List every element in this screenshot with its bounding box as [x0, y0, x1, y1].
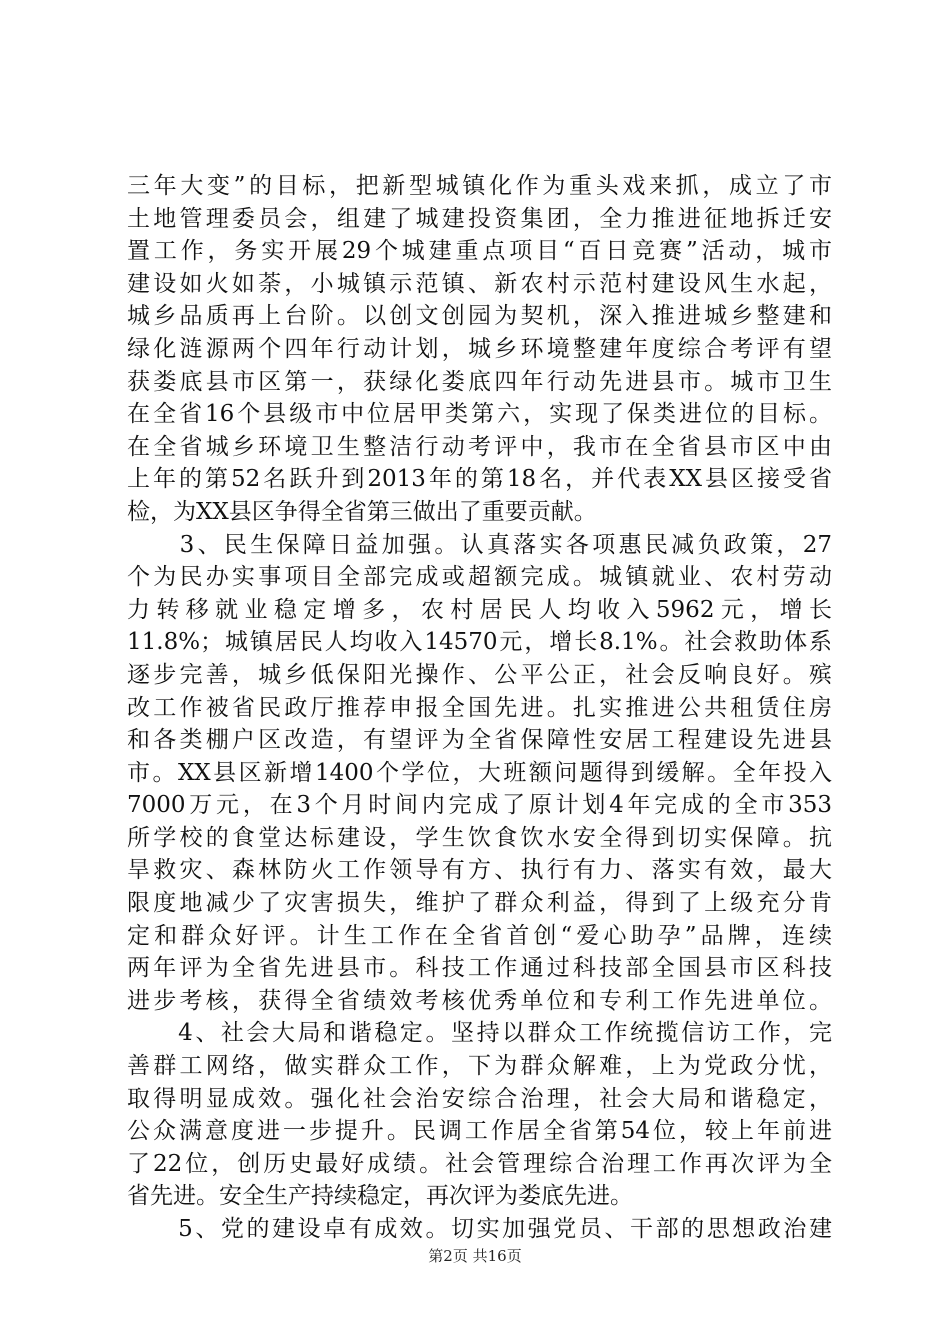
text-line: 进步考核，获得全省绩效考核优秀单位和专利工作先进单位。 [127, 987, 832, 1014]
text-line: 3、民生保障日益加强。认真落实各项惠民减负政策，27 [127, 531, 832, 558]
text-line: 获娄底县市区第一，获绿化娄底四年行动先进县市。城市卫生 [127, 368, 832, 395]
body-text [127, 170, 832, 1246]
text-line: 绿化涟源两个四年行动计划，城乡环境整建年度综合考评有望 [127, 335, 832, 362]
paragraph-end-line: 省先进。安全生产持续稳定，再次评为娄底先进。 [127, 1183, 633, 1210]
text-line: 定和群众好评。计生工作在全省首创“爱心助孕”品牌，连续 [127, 922, 832, 949]
page-number-footer: 第2页 共16页 [428, 1247, 522, 1265]
text-line: 11.8%；城镇居民人均收入14570元，增长8.1%。社会救助体系 [127, 629, 832, 656]
text-line: 置工作，务实开展29个城建重点项目“百日竞赛”活动，城市 [127, 238, 832, 265]
text-line: 和各类棚户区改造，有望评为全省保障性安居工程建设先进县 [127, 727, 832, 754]
text-line: 个为民办实事项目全部完成或超额完成。城镇就业、农村劳动 [127, 564, 832, 591]
text-line: 4、社会大局和谐稳定。坚持以群众工作统揽信访工作，完 [127, 1020, 832, 1047]
text-line: 两年评为全省先进县市。科技工作通过科技部全国县市区科技 [127, 955, 832, 982]
text-line: 5、党的建设卓有成效。切实加强党员、干部的思想政治建 [127, 1216, 832, 1242]
text-line: 7000万元，在3个月时间内完成了原计划4年完成的全市353 [127, 792, 832, 819]
text-line: 在全省城乡环境卫生整洁行动考评中，我市在全省县市区中由 [127, 433, 832, 460]
text-line: 在全省16个县级市中位居甲类第六，实现了保类进位的目标。 [127, 401, 832, 428]
text-line: 取得明显成效。强化社会治安综合治理，社会大局和谐稳定， [127, 1085, 832, 1112]
text-line: 善群工网络，做实群众工作，下为群众解难，上为党政分忧， [127, 1053, 832, 1080]
text-line: 旱救灾、森林防火工作领导有方、执行有力、落实有效，最大 [127, 857, 832, 884]
text-line: 建设如火如荼，小城镇示范镇、新农村示范村建设风生水起， [127, 270, 832, 297]
text-line: 土地管理委员会，组建了城建投资集团，全力推进征地拆迁安 [127, 205, 832, 232]
text-line: 城乡品质再上台阶。以创文创园为契机，深入推进城乡整建和 [127, 303, 832, 330]
text-line: 力转移就业稳定增多，农村居民人均收入5962元，增长 [127, 596, 832, 623]
text-line: 市。XX县区新增1400个学位，大班额问题得到缓解。全年投入 [127, 759, 832, 786]
text-line: 所学校的食堂达标建设，学生饮食饮水安全得到切实保障。抗 [127, 824, 832, 851]
text-line: 三年大变”的目标，把新型城镇化作为重头戏来抓，成立了市 [127, 173, 832, 199]
text-line: 上年的第52名跃升到2013年的第18名，并代表XX县区接受省 [127, 466, 832, 493]
text-line: 了22位，创历史最好成绩。社会管理综合治理工作再次评为全 [127, 1150, 832, 1177]
text-line: 改工作被省民政厅推荐申报全国先进。扎实推进公共租赁住房 [127, 694, 832, 721]
text-line: 公众满意度进一步提升。民调工作居全省第54位，较上年前进 [127, 1118, 832, 1145]
text-line: 逐步完善，城乡低保阳光操作、公平公正，社会反响良好。殡 [127, 661, 832, 688]
text-line: 限度地减少了灾害损失，维护了群众利益，得到了上级充分肯 [127, 890, 832, 917]
paragraph-end-line: 检，为XX县区争得全省第三做出了重要贡献。 [127, 498, 597, 525]
